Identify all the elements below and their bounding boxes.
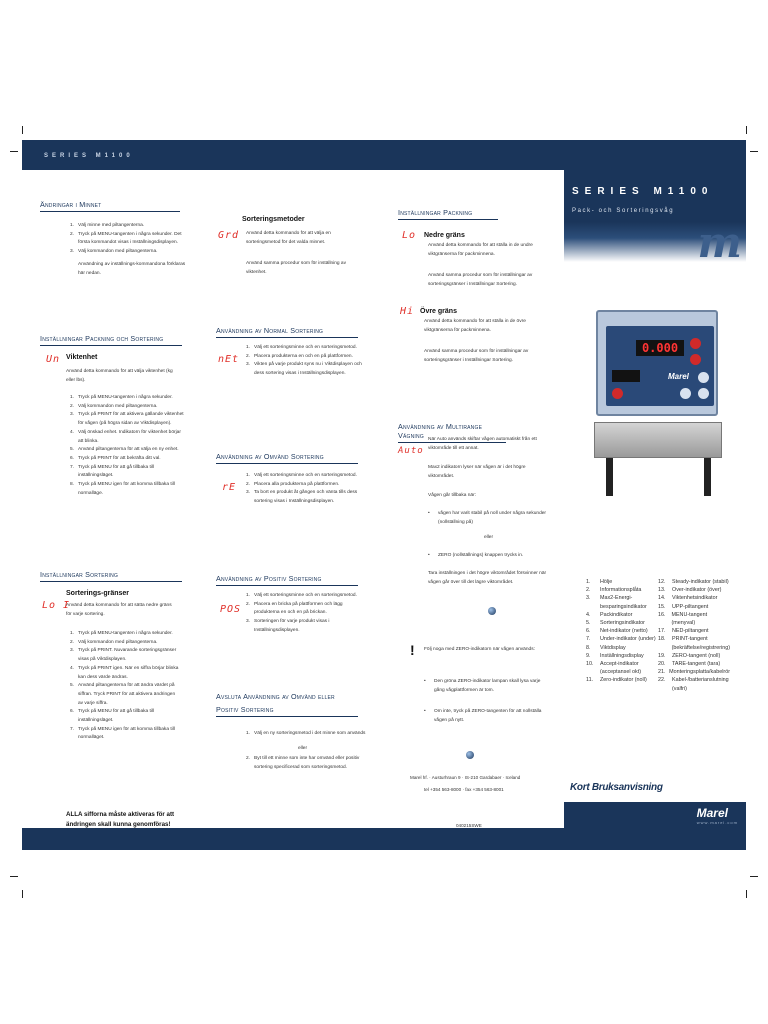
section-title-omvand: Användning av Omvänd Sortering [216, 452, 358, 464]
scale-brand: Marel [668, 372, 689, 381]
scale-device-image [594, 310, 724, 480]
cover-panel [564, 170, 746, 828]
multi-bullet-1: • vågen har varit stabil på noll under några sekunder (nollställning på) [428, 511, 546, 525]
avsluta-title-line1: Avsluta Användning av Omvänd eller [216, 692, 335, 701]
crop-mark [22, 890, 23, 898]
bottom-banner [22, 828, 746, 850]
section-title-multirange: Användning av Multirange Vägning [398, 422, 506, 443]
note-all-digits: ALLA sifforna måste aktiveras för att ändringen skall kunna genomföras! [66, 811, 175, 828]
cover-swoosh [564, 218, 746, 267]
section-title-packning-sortering: Inställningar Packning och Sortering [40, 334, 182, 346]
code-net: nEt [218, 354, 240, 365]
avsluta-steps: 1. Välj en ny sorteringsmetod i det minne som används eller 2. Byt till ett minne som inte har omvänd eller positiv sortering specificerad som sorteringsmetod. [246, 731, 366, 771]
crop-mark [746, 890, 747, 898]
multi-p1: När Auto används skiftar vågen automatiskt från ett viktområde till ett annat. [428, 437, 537, 451]
positiv-steps: 1. Välj ett sorteringsminne och en sorteringsmetod. 2. Placera en bricka på plattformen och lägg produkterna en och en på brickan. 3. Sorteringen för varje produkt visas i Inställningsdisplayen. [246, 593, 357, 633]
zero-bullet-1: • Den gröna ZERO-indikator lampan skall lysa varje gång vågplattformen är tom. [424, 679, 541, 693]
sm-title: Sorteringsmetoder [242, 216, 305, 223]
indicator-red-2 [690, 354, 701, 365]
legend-col-left: 1. Hölje 2. Informationsplåta 3. Max2-Energi- besparingsindikator 4. Packindikator 5. Sorteringsindikator 6. Net-indikator (netto) 7. Under-indikator (under) 8. Viktdisplay 9. Inställningsdisplay 10. Accept-indikator (acceptansel okt) 11. Zero-indikator (noll) [586, 579, 656, 684]
code-un: Un [46, 354, 61, 365]
document-id: 040215SWE [456, 823, 482, 828]
sg-intro: Använd detta kommando för att sätta nedre gräns för varje sortering. [66, 603, 172, 617]
multi-p2: Max2 indikatorn lyser när vågen är i det högre viktområdet. [428, 465, 526, 479]
nedre-p2: Använd samma procedur som för inställningar av sorteringsgränser i Inställningar Sortering. [428, 273, 533, 287]
crop-mark [10, 876, 18, 877]
cover-footer [564, 802, 746, 828]
sg-title: Sorterings-gränser [66, 590, 130, 597]
section-title-andringar: Ändringar i Minnet [40, 200, 180, 212]
sm-p2: Använd samma procedur som för inställning av viktenhet. [246, 261, 346, 275]
top-banner [22, 140, 746, 170]
scale-button [698, 388, 709, 399]
scale-platform [594, 422, 722, 458]
website-url: www.marel.com [696, 820, 738, 825]
brand-graphic: m [697, 218, 742, 267]
zero-intro: Följ noga med ZERO-indikatorn när vågen används: [424, 647, 535, 652]
company-phone: tel +354 563-8000 · fax +354 563-8001 [424, 787, 504, 792]
globe-icon [488, 602, 496, 620]
ovre-title: Övre gräns [420, 308, 457, 315]
sm-p1: Använd detta kommando för att välja en sorteringsmetod för det valda minnet. [246, 231, 331, 245]
multi-p4: Tara inställningen i det högre viktområdet försvinner när vågen går över till det lägre viktområdet. [428, 571, 547, 585]
cover-header [564, 170, 746, 222]
multi-or: eller [484, 535, 494, 540]
section-title-normal: Användning av Normal Sortering [216, 326, 358, 338]
guide-title: Kort Bruksanvisning [570, 782, 663, 793]
normal-steps: 1. Välj ett sorteringsminne och en sorteringsmetod. 2. Placera produkterna en och en på plattformen. 3. Vikten på varje produkt syns nu i Viktdisplayen och dess sortering visas i Inställningsdisplayen. [246, 345, 362, 377]
cover-title: SERIES M1100 [572, 186, 714, 197]
code-re: rE [222, 482, 237, 493]
section-title-avsluta [216, 692, 358, 717]
weight-display: 0.000 [636, 340, 684, 356]
multi-bullet-2: • ZERO (nollställnings) knappen trycks in. [428, 553, 524, 558]
scale-button-red [612, 388, 623, 399]
andringar-steps: 1. Välj minne med piltangenterna. 2. Tryck på MENU-tangenten i några sekunder. Det första kommandot visas i Inställningsdisplayen. 3. Välj kommandon med piltangenterna. [70, 223, 182, 255]
scale-button [680, 388, 691, 399]
section-title-packning: Inställningar Packning [398, 208, 498, 220]
indicator-red-1 [690, 338, 701, 349]
crop-mark [746, 126, 747, 134]
vikt-steps: 1. Tryck på MENU-tangenten i några sekunder. 2. Välj kommandon med piltangenterna. 3. Tryck på PRINT för att aktivera gällande viktenhet för vågen (på högra sidan av Viktdisplayen). 4. Välj önskad enhet. Indikatorn för viktenhet börjar att blinka. 5. Använd piltangenterna för att välja en ny enhet. 6. Tryck på PRINT för att bekräfta ditt val. 7. Tryck på MENU för att gå tillbaka till inställningsläget. 8. Tryck på MENU igen för att komma tillbaka till normalläge. [70, 395, 184, 496]
crop-mark [22, 126, 23, 134]
multi-p3: Vågen går tillbaka när: [428, 493, 476, 498]
sg-steps: 1. Tryck på MENU-tangenten i några sekunder. 2. Välj kommandon med piltangenterna. 3. Tryck på PRINT. Nuvarande sorteringsgränser visas på Viktdisplayen. 4. Tryck på PRINT igen. När en siffra börjar blinka kan dess värde ändras. 5. Använd piltangenterna för att ändra värdet på siffran. Tryck PRINT för att aktivera ändringen av varje siffra. 6. Tryck på MENU för att gå tillbaka till inställningsläget. 7. Tryck på MENU igen för att komma tillbaka till normalläget. [70, 631, 179, 741]
andringar-note: Användning av inställnings-kommandona förklaras här nedan. [78, 261, 186, 276]
crop-mark [750, 876, 758, 877]
ovre-p2: Använd samma procedur som för inställningar av sorteringsgränser i Inställningar Sortering. [424, 349, 529, 363]
code-auto: Auto [398, 446, 424, 456]
exclamation-icon: ! [410, 642, 415, 658]
avsluta-title-line2: Positiv Sortering [216, 705, 358, 717]
scale-leg [606, 458, 613, 496]
legend-col-right: 12. Steady-indikator (stabil) 13. Over-indikator (över) 14. Viktenhetsindikator 15. UPP-piltangent 16. MENU-tangent (menyval) 17. NED-piltangent 18. PRINT-tangent (bekräftelse/registrering) 19. ZERO-tangent (noll) 20. TARE-tangent (tara) 21. Monteringsplatta/kabelrör 22. Kabel-/batterianslutning (valfri) [658, 579, 730, 692]
scale-head [596, 310, 718, 416]
scale-button [698, 372, 709, 383]
crop-mark [10, 151, 18, 152]
company-address: Marel hf. · Austurhraun 9 · IS-210 Gardabaer · Iceland [410, 775, 521, 780]
code-hi: Hi [400, 306, 415, 317]
code-lo1: Lo I [42, 600, 71, 611]
crop-mark [750, 151, 758, 152]
settings-display [612, 370, 640, 382]
zero-bullet-2: • Om inte, tryck på ZERO-tangenten för att nollställa vågen på nytt. [424, 709, 542, 723]
globe-icon [466, 746, 474, 764]
ovre-p1: Använd detta kommando för att ställa in de övre viktgränserna för packminnena. [424, 319, 526, 333]
section-title-sortering: Inställningar Sortering [40, 570, 182, 582]
scale-panel [606, 326, 714, 406]
code-lo: Lo [402, 230, 417, 241]
nedre-p1: Använd detta kommando för att ställa in de undre viktgränserna för packminnena. [428, 243, 533, 257]
section-title-positiv: Användning av Positiv Sortering [216, 574, 358, 586]
vikt-intro: Använd detta kommando för att välja viktenhet (kg eller lbs). [66, 369, 173, 383]
code-grd: Grd [218, 230, 240, 241]
series-label: SERIES M1100 [44, 153, 134, 159]
marel-logo: Marel [696, 806, 728, 820]
column-1 [40, 200, 190, 828]
code-pos: POS [220, 604, 242, 615]
nedre-title: Nedre gräns [424, 232, 465, 239]
vikt-title: Viktenhet [66, 354, 98, 361]
omvand-steps: 1. Välj ett sorteringsminne och en sorteringsmetod. 2. Placera alla produkterna på plattformen. 3. Ta bort en produkt åt gången och vänta tills dess sortering visas i Inställningsdisplayen. [246, 473, 358, 505]
column-3 [398, 208, 558, 828]
scale-leg [704, 458, 711, 496]
cover-subtitle: Pack- och Sorteringsvåg [572, 208, 675, 214]
